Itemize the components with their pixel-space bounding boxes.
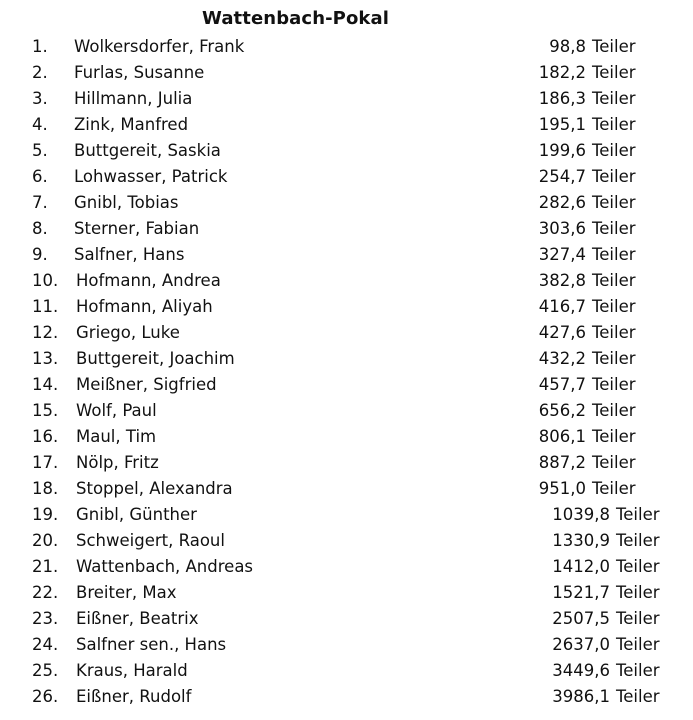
score-value: 457,7 — [538, 375, 586, 394]
rank-number: 1. — [32, 37, 48, 56]
list-item — [0, 242, 693, 268]
participant-name: Zink, Manfred — [74, 115, 189, 134]
rank-number: 25. — [32, 661, 59, 680]
score-value: 303,6 — [538, 219, 586, 238]
score-unit: Teiler — [592, 271, 636, 290]
score-value: 656,2 — [538, 401, 586, 420]
score-unit: Teiler — [592, 63, 636, 82]
score-unit: Teiler — [592, 219, 636, 238]
rank-number: 5. — [32, 141, 48, 160]
participant-name: Salfner, Hans — [74, 245, 185, 264]
participant-name: Lohwasser, Patrick — [74, 167, 228, 186]
score-value: 195,1 — [538, 115, 586, 134]
score-unit: Teiler — [592, 453, 636, 472]
rank-number: 6. — [32, 167, 48, 186]
list-item — [0, 632, 693, 658]
score-unit: Teiler — [592, 479, 636, 498]
score-value: 416,7 — [538, 297, 586, 316]
list-item — [0, 138, 693, 164]
rank-number: 3. — [32, 89, 48, 108]
score-unit: Teiler — [592, 323, 636, 342]
list-item — [0, 294, 693, 320]
score-value: 182,2 — [538, 63, 586, 82]
participant-name: Wolf, Paul — [76, 401, 157, 420]
score-value: 1039,8 — [552, 505, 610, 524]
participant-name: Schweigert, Raoul — [76, 531, 225, 550]
rank-number: 8. — [32, 219, 48, 238]
rank-number: 14. — [32, 375, 59, 394]
participant-name: Buttgereit, Joachim — [76, 349, 235, 368]
rank-number: 20. — [32, 531, 59, 550]
score-value: 887,2 — [538, 453, 586, 472]
score-unit: Teiler — [616, 531, 660, 550]
page-title: Wattenbach-Pokal — [202, 8, 390, 29]
participant-name: Stoppel, Alexandra — [76, 479, 233, 498]
participant-name: Hillmann, Julia — [74, 89, 193, 108]
rank-number: 10. — [32, 271, 59, 290]
score-value: 1521,7 — [552, 583, 610, 602]
list-item — [0, 346, 693, 372]
score-unit: Teiler — [592, 141, 636, 160]
score-unit: Teiler — [616, 661, 660, 680]
score-unit: Teiler — [592, 401, 636, 420]
rank-number: 15. — [32, 401, 59, 420]
list-item — [0, 580, 693, 606]
score-unit: Teiler — [616, 557, 660, 576]
results-list — [0, 34, 693, 710]
list-item — [0, 86, 693, 112]
list-item — [0, 658, 693, 684]
participant-name: Hofmann, Aliyah — [76, 297, 213, 316]
score-value: 427,6 — [538, 323, 586, 342]
participant-name: Nölp, Fritz — [76, 453, 159, 472]
score-value: 1412,0 — [552, 557, 610, 576]
participant-name: Meißner, Sigfried — [76, 375, 217, 394]
rank-number: 11. — [32, 297, 59, 316]
rank-number: 12. — [32, 323, 59, 342]
participant-name: Wattenbach, Andreas — [76, 557, 254, 576]
rank-number: 21. — [32, 557, 59, 576]
score-unit: Teiler — [616, 583, 660, 602]
participant-name: Sterner, Fabian — [74, 219, 200, 238]
score-value: 3986,1 — [552, 687, 610, 706]
score-unit: Teiler — [592, 37, 636, 56]
rank-number: 18. — [32, 479, 59, 498]
score-unit: Teiler — [592, 427, 636, 446]
rank-number: 22. — [32, 583, 59, 602]
score-value: 98,8 — [549, 37, 586, 56]
score-value: 186,3 — [538, 89, 586, 108]
list-item — [0, 60, 693, 86]
score-value: 806,1 — [538, 427, 586, 446]
participant-name: Eißner, Beatrix — [76, 609, 199, 628]
score-value: 282,6 — [538, 193, 586, 212]
score-unit: Teiler — [616, 505, 660, 524]
rank-number: 16. — [32, 427, 59, 446]
list-item — [0, 268, 693, 294]
score-value: 432,2 — [538, 349, 586, 368]
score-unit: Teiler — [592, 375, 636, 394]
score-unit: Teiler — [592, 167, 636, 186]
score-unit: Teiler — [592, 89, 636, 108]
score-unit: Teiler — [592, 349, 636, 368]
participant-name: Eißner, Rudolf — [76, 687, 192, 706]
list-item — [0, 606, 693, 632]
list-item — [0, 398, 693, 424]
score-value: 2507,5 — [552, 609, 610, 628]
rank-number: 17. — [32, 453, 59, 472]
score-unit: Teiler — [592, 115, 636, 134]
score-value: 2637,0 — [552, 635, 610, 654]
score-value: 199,6 — [538, 141, 586, 160]
participant-name: Gnibl, Tobias — [74, 193, 179, 212]
rank-number: 2. — [32, 63, 48, 82]
score-value: 951,0 — [538, 479, 586, 498]
list-item — [0, 424, 693, 450]
score-unit: Teiler — [616, 609, 660, 628]
list-item — [0, 502, 693, 528]
participant-name: Maul, Tim — [76, 427, 157, 446]
rank-number: 9. — [32, 245, 48, 264]
participant-name: Furlas, Susanne — [74, 63, 205, 82]
list-item — [0, 320, 693, 346]
list-item — [0, 164, 693, 190]
score-unit: Teiler — [616, 635, 660, 654]
participant-name: Gnibl, Günther — [76, 505, 197, 524]
rank-number: 19. — [32, 505, 59, 524]
score-unit: Teiler — [592, 193, 636, 212]
score-value: 3449,6 — [552, 661, 610, 680]
list-item — [0, 372, 693, 398]
participant-name: Hofmann, Andrea — [76, 271, 221, 290]
score-unit: Teiler — [592, 297, 636, 316]
score-unit: Teiler — [616, 687, 660, 706]
rank-number: 4. — [32, 115, 48, 134]
score-unit: Teiler — [592, 245, 636, 264]
participant-name: Griego, Luke — [76, 323, 180, 342]
score-value: 327,4 — [538, 245, 586, 264]
rank-number: 26. — [32, 687, 59, 706]
list-item — [0, 112, 693, 138]
score-value: 382,8 — [538, 271, 586, 290]
participant-name: Breiter, Max — [76, 583, 177, 602]
rank-number: 24. — [32, 635, 59, 654]
list-item — [0, 476, 693, 502]
participant-name: Wolkersdorfer, Frank — [74, 37, 245, 56]
participant-name: Kraus, Harald — [76, 661, 188, 680]
list-item — [0, 528, 693, 554]
score-value: 254,7 — [538, 167, 586, 186]
participant-name: Salfner sen., Hans — [76, 635, 227, 654]
list-item — [0, 684, 693, 710]
participant-name: Buttgereit, Saskia — [74, 141, 221, 160]
list-item — [0, 216, 693, 242]
rank-number: 13. — [32, 349, 59, 368]
score-value: 1330,9 — [552, 531, 610, 550]
list-item — [0, 554, 693, 580]
rank-number: 7. — [32, 193, 48, 212]
list-item — [0, 34, 693, 60]
list-item — [0, 450, 693, 476]
rank-number: 23. — [32, 609, 59, 628]
list-item — [0, 190, 693, 216]
